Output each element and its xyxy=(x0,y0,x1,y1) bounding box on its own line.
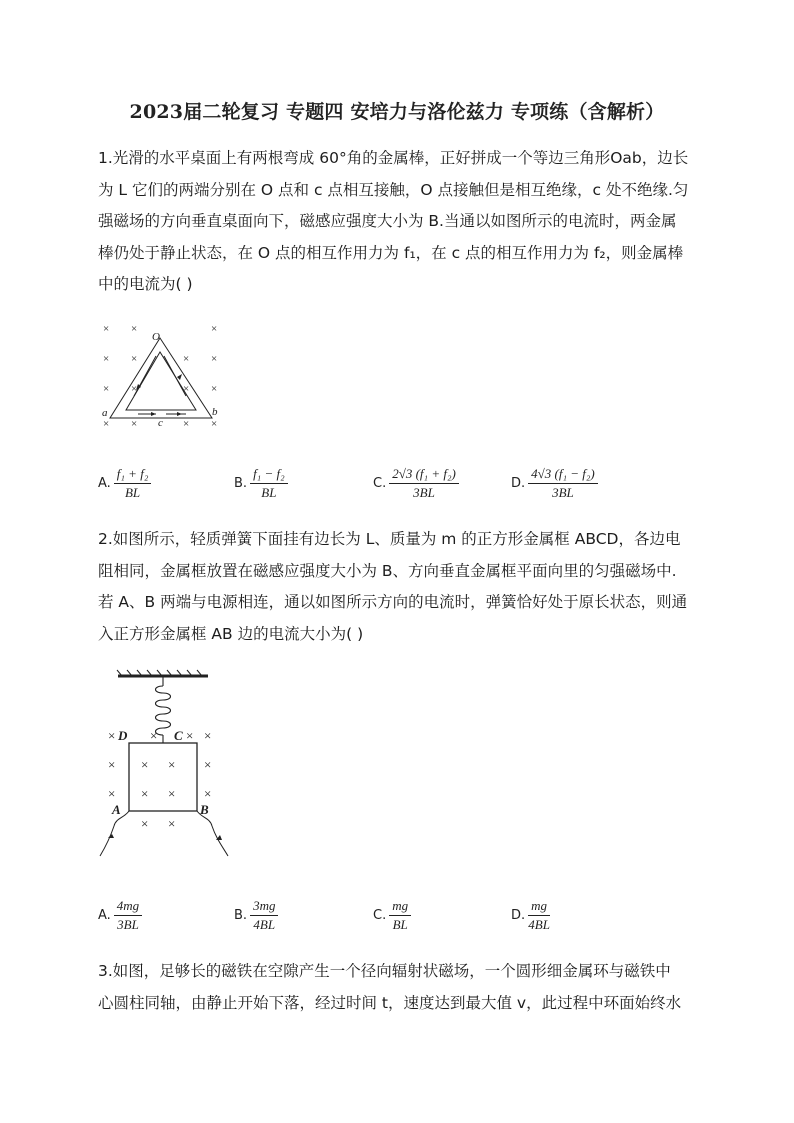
svg-text:×: × xyxy=(211,418,218,430)
svg-text:×: × xyxy=(183,353,190,365)
svg-text:×: × xyxy=(141,757,149,772)
svg-text:×: × xyxy=(204,757,212,772)
svg-text:×: × xyxy=(103,323,110,335)
option-label: B. xyxy=(234,908,248,923)
option-fraction xyxy=(528,898,550,933)
lead-wires xyxy=(100,811,228,856)
question-2-text xyxy=(98,524,698,650)
q2-option-d[interactable] xyxy=(511,898,550,933)
numerator: 4√3 (f₁ − f₂) xyxy=(528,466,598,484)
q2-line: 入正方形金属框 AB 边的电流大小为( ) xyxy=(98,624,364,643)
svg-text:×: × xyxy=(103,353,110,365)
denominator: BL xyxy=(124,485,141,500)
svg-text:×: × xyxy=(131,383,138,395)
numerator: mg xyxy=(389,898,411,916)
ceiling xyxy=(117,670,208,676)
label-C: C xyxy=(174,728,183,743)
option-fraction xyxy=(114,898,142,933)
q2-option-a[interactable] xyxy=(98,898,142,933)
svg-text:×: × xyxy=(131,353,138,365)
numerator: f₁ + f₂ xyxy=(114,466,152,484)
label-O: O xyxy=(152,331,160,343)
denominator: 4BL xyxy=(528,917,550,932)
svg-text:×: × xyxy=(204,728,212,743)
square-frame xyxy=(129,743,197,811)
svg-text:×: × xyxy=(103,383,110,395)
q2-line: 阻相同，金属框放置在磁感应强度大小为 B、方向垂直金属框平面向里的匀强磁场中. xyxy=(98,561,677,580)
svg-text:×: × xyxy=(204,786,212,801)
q3-line: 3.如图，足够长的磁铁在空隙产生一个径向辐射状磁场，一个圆形细金属环与磁铁中 xyxy=(98,962,671,980)
option-fraction xyxy=(389,466,459,501)
svg-text:×: × xyxy=(211,353,218,365)
svg-text:×: × xyxy=(131,418,138,430)
option-label: A. xyxy=(98,476,111,491)
q1-line: 1.光滑的水平桌面上有两根弯成 60°角的金属棒，正好拼成一个等边三角形Oab，边长 xyxy=(98,149,689,167)
svg-text:×: × xyxy=(186,728,194,743)
option-fraction xyxy=(389,898,411,933)
label-c: c xyxy=(158,417,163,429)
numerator: 2√3 (f₁ + f₂) xyxy=(389,466,459,484)
denominator: 3BL xyxy=(117,917,139,932)
numerator: 4mg xyxy=(114,898,142,916)
q1-line: 棒仍处于静止状态，在 O 点的相互作用力为 f₁，在 c 点的相互作用力为 f₂，则金属棒 xyxy=(98,243,684,262)
svg-text:×: × xyxy=(108,728,116,743)
label-B: B xyxy=(200,802,209,817)
q1-option-a[interactable] xyxy=(98,466,151,501)
label-b: b xyxy=(212,406,218,418)
svg-text:×: × xyxy=(141,816,149,831)
denominator: 3BL xyxy=(413,485,435,500)
q2-spring-frame-figure xyxy=(96,668,246,864)
numerator: 3mg xyxy=(250,898,278,916)
denominator: BL xyxy=(261,485,277,500)
q1-option-d[interactable] xyxy=(511,466,598,501)
denominator: 4BL xyxy=(253,917,276,932)
label-A: A xyxy=(112,802,121,817)
numerator: mg xyxy=(528,898,550,916)
q1-option-c[interactable] xyxy=(373,466,459,501)
option-fraction xyxy=(250,466,288,501)
question-1-text xyxy=(98,143,698,301)
current-arrows xyxy=(108,834,222,840)
label-D: D xyxy=(118,728,128,743)
denominator: 3BL xyxy=(552,485,574,500)
option-fraction xyxy=(528,466,598,501)
svg-text:×: × xyxy=(183,383,190,395)
q3-line: 心圆柱同轴，由静止开始下落，经过时间 t，速度达到最大值 v，此过程中环面始终水 xyxy=(98,993,682,1012)
numerator: f₁ − f₂ xyxy=(250,466,288,484)
option-label: B. xyxy=(234,476,248,491)
svg-text:×: × xyxy=(183,418,190,430)
q1-triangle-figure xyxy=(98,318,228,433)
option-fraction xyxy=(114,466,152,501)
svg-text:×: × xyxy=(168,816,176,831)
page-title: 2023届二轮复习 专题四 安培力与洛伦兹力 专项练（含解析） xyxy=(129,101,665,123)
option-fraction xyxy=(250,898,278,933)
q1-option-b[interactable] xyxy=(234,466,288,501)
spring xyxy=(156,677,171,743)
q1-line: 强磁场的方向垂直桌面向下，磁感应强度大小为 B.当通以如图所示的电流时，两金属 xyxy=(98,212,677,230)
svg-text:×: × xyxy=(131,323,138,335)
q2-line: 若 A、B 两端与电源相连，通以如图所示方向的电流时，弹簧恰好处于原长状态，则通 xyxy=(98,593,688,611)
svg-text:×: × xyxy=(211,383,218,395)
svg-text:×: × xyxy=(108,757,116,772)
label-a: a xyxy=(102,407,108,419)
triangle-rods xyxy=(110,338,212,418)
option-label: D. xyxy=(511,908,526,923)
denominator: BL xyxy=(392,917,408,932)
q1-line: 为 L 它们的两端分别在 O 点和 c 点相互接触，O 点接触但是相互绝缘，c 处不绝缘.匀 xyxy=(98,180,689,199)
svg-text:×: × xyxy=(150,728,158,743)
svg-text:×: × xyxy=(103,418,110,430)
q1-line: 中的电流为( ) xyxy=(98,275,193,293)
question-3-text xyxy=(98,956,698,1019)
q2-line: 2.如图所示，轻质弹簧下面挂有边长为 L、质量为 m 的正方形金属框 ABCD，各边电 xyxy=(98,530,681,548)
svg-text:×: × xyxy=(108,786,116,801)
svg-text:×: × xyxy=(168,786,176,801)
option-label: C. xyxy=(373,476,387,491)
svg-text:×: × xyxy=(141,786,149,801)
option-label: A. xyxy=(98,908,111,923)
svg-text:×: × xyxy=(211,323,218,335)
option-label: D. xyxy=(511,476,526,491)
svg-text:×: × xyxy=(168,757,176,772)
option-label: C. xyxy=(373,908,387,923)
q2-option-b[interactable] xyxy=(234,898,278,933)
q2-option-c[interactable] xyxy=(373,898,411,933)
